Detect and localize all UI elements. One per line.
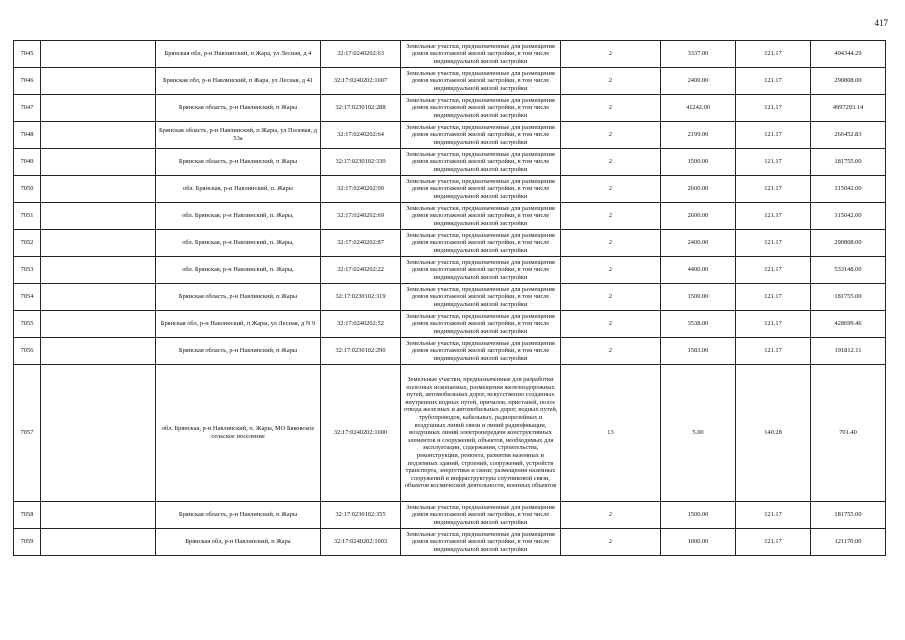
row-number-cell: 7052 (14, 230, 41, 257)
table-row (14, 68, 886, 95)
group-code-cell: 13 (561, 365, 661, 502)
cadastral-value-cell: 315042.00 (811, 176, 886, 203)
empty-cell (41, 230, 156, 257)
address-cell: Брянская обл, р-н Навлинский, п Жара, ул Лесная, д 4 (156, 41, 321, 68)
land-use-description-cell: Земельные участки, предназначенные для размещения домов малоэтажной жилой застройки, в том числе индивидуальной жилой застройки (401, 68, 561, 95)
address-cell: обл. Брянская, р-н Навлинский, п. Жары, МО Бяковское сельское поселение (156, 365, 321, 502)
empty-cell (41, 95, 156, 122)
cadastral-value-cell: 428699.46 (811, 311, 886, 338)
land-use-description-cell: Земельные участки, предназначенные для размещения домов малоэтажной жилой застройки, в том числе индивидуальной жилой застройки (401, 502, 561, 529)
specific-value-cell: 121.17 (736, 149, 811, 176)
cadastral-number-cell: 32:17:0230102:288 (321, 95, 401, 122)
empty-cell (41, 176, 156, 203)
empty-cell (41, 502, 156, 529)
empty-cell (41, 257, 156, 284)
area-cell: 2600.00 (661, 176, 736, 203)
land-use-description-cell: Земельные участки, предназначенные для размещения домов малоэтажной жилой застройки, в том числе индивидуальной жилой застройки (401, 41, 561, 68)
address-cell: Брянская обл, р-н Навлинский, п Жары, ул Лесная, д N 9 (156, 311, 321, 338)
empty-cell (41, 365, 156, 502)
area-cell: 1500.00 (661, 284, 736, 311)
cadastral-number-cell: 32:17:0230102:290 (321, 338, 401, 365)
empty-cell (41, 68, 156, 95)
row-number-cell: 7055 (14, 311, 41, 338)
land-use-description-cell: Земельные участки, предназначенные для размещения домов малоэтажной жилой застройки, в том числе индивидуальной жилой застройки (401, 284, 561, 311)
cadastral-value-table (13, 40, 886, 556)
empty-cell (41, 122, 156, 149)
group-code-cell: 2 (561, 338, 661, 365)
group-code-cell: 2 (561, 203, 661, 230)
specific-value-cell: 140.28 (736, 365, 811, 502)
empty-cell (41, 284, 156, 311)
land-use-description-cell: Земельные участки, предназначенные для размещения домов малоэтажной жилой застройки, в том числе индивидуальной жилой застройки (401, 203, 561, 230)
address-cell: Брянская область, р-н Навлинский, п Жары (156, 149, 321, 176)
cadastral-number-cell: 32:17:0240202:1007 (321, 68, 401, 95)
address-cell: Брянская область, р-н Навлинский, п Жары (156, 502, 321, 529)
cadastral-value-cell: 181755.00 (811, 502, 886, 529)
specific-value-cell: 121.17 (736, 176, 811, 203)
cadastral-number-cell: 32:17:0240202:90 (321, 176, 401, 203)
row-number-cell: 7045 (14, 41, 41, 68)
area-cell: 1500.00 (661, 149, 736, 176)
row-number-cell: 7050 (14, 176, 41, 203)
row-number-cell: 7049 (14, 149, 41, 176)
address-cell: Брянская обл, р-н Навлинский, п Жара (156, 529, 321, 556)
group-code-cell: 2 (561, 41, 661, 68)
land-use-description-cell: Земельные участки, предназначенные для размещения домов малоэтажной жилой застройки, в том числе индивидуальной жилой застройки (401, 311, 561, 338)
area-cell: 3337.00 (661, 41, 736, 68)
specific-value-cell: 121.17 (736, 257, 811, 284)
land-use-description-cell: Земельные участки, предназначенные для разработки полезных ископаемых, размещения железнодорожных путей, автомобильных дорог, искусственно созданных внутренних водных путей, причалов, пристаней, полос отвода железных и автомобильных дорог, водных путей, трубопроводов, кабельных, радиорелейных и воздушных линий связи и линий радиофикации, воздушных линий электропередачи конструктивных элементов и сооружений, объектов, необходимых для эксплуатации, содержания, строительства, реконструкции, ремонта, развития наземных и подземных зданий, строений, сооружений, устройств транспорта, энергетики и связи; размещения наземных сооружений и инфраструктуры спутниковой связи, объектов космической деятельности, военных объектов (401, 365, 561, 502)
cadastral-value-cell: 290808.00 (811, 230, 886, 257)
row-number-cell: 7046 (14, 68, 41, 95)
land-use-description-cell: Земельные участки, предназначенные для размещения домов малоэтажной жилой застройки, в том числе индивидуальной жилой застройки (401, 338, 561, 365)
group-code-cell: 2 (561, 257, 661, 284)
cadastral-number-cell: 32:17:0240202:52 (321, 311, 401, 338)
cadastral-value-cell: 4997293.14 (811, 95, 886, 122)
cadastral-number-cell: 32:17:0240202:64 (321, 122, 401, 149)
specific-value-cell: 121.17 (736, 68, 811, 95)
cadastral-value-cell: 701.40 (811, 365, 886, 502)
land-use-description-cell: Земельные участки, предназначенные для размещения домов малоэтажной жилой застройки, в том числе индивидуальной жилой застройки (401, 257, 561, 284)
table-row (14, 95, 886, 122)
table-row (14, 284, 886, 311)
empty-cell (41, 41, 156, 68)
group-code-cell: 2 (561, 311, 661, 338)
table-row (14, 41, 886, 68)
address-cell: обл. Брянская, р-н Навлинский, п. Жары, (156, 257, 321, 284)
group-code-cell: 2 (561, 284, 661, 311)
area-cell: 5.00 (661, 365, 736, 502)
specific-value-cell: 121.17 (736, 122, 811, 149)
cadastral-value-cell: 181755.00 (811, 284, 886, 311)
area-cell: 2400.00 (661, 230, 736, 257)
group-code-cell: 2 (561, 230, 661, 257)
land-use-description-cell: Земельные участки, предназначенные для размещения домов малоэтажной жилой застройки, в том числе индивидуальной жилой застройки (401, 529, 561, 556)
table-row (14, 529, 886, 556)
row-number-cell: 7056 (14, 338, 41, 365)
cadastral-number-cell: 32:17:0240202:63 (321, 41, 401, 68)
row-number-cell: 7047 (14, 95, 41, 122)
area-cell: 2600.00 (661, 203, 736, 230)
address-cell: Брянская область, р-н Навлинский, п Жары (156, 284, 321, 311)
cadastral-number-cell: 32:17:0240202:1003 (321, 529, 401, 556)
area-cell: 41242.00 (661, 95, 736, 122)
group-code-cell: 2 (561, 122, 661, 149)
row-number-cell: 7051 (14, 203, 41, 230)
table-row (14, 149, 886, 176)
area-cell: 2199.00 (661, 122, 736, 149)
cadastral-number-cell: 32:17:0240202:22 (321, 257, 401, 284)
specific-value-cell: 121.17 (736, 311, 811, 338)
table-row (14, 365, 886, 502)
specific-value-cell: 121.17 (736, 230, 811, 257)
area-cell: 1500.00 (661, 502, 736, 529)
group-code-cell: 2 (561, 149, 661, 176)
land-use-description-cell: Земельные участки, предназначенные для размещения домов малоэтажной жилой застройки, в том числе индивидуальной жилой застройки (401, 122, 561, 149)
cadastral-value-cell: 121170.00 (811, 529, 886, 556)
cadastral-number-cell: 32:17:0240202:87 (321, 230, 401, 257)
group-code-cell: 2 (561, 529, 661, 556)
group-code-cell: 2 (561, 68, 661, 95)
area-cell: 1583.00 (661, 338, 736, 365)
address-cell: Брянская область, р-н Навлинский, п Жары, ул Полевая, д 53а (156, 122, 321, 149)
address-cell: обл. Брянская, р-н Навлинский, п. Жары, (156, 230, 321, 257)
specific-value-cell: 121.17 (736, 529, 811, 556)
empty-cell (41, 203, 156, 230)
row-number-cell: 7059 (14, 529, 41, 556)
specific-value-cell: 121.17 (736, 41, 811, 68)
cadastral-value-cell: 181755.00 (811, 149, 886, 176)
cadastral-number-cell: 32:17:0230102:330 (321, 149, 401, 176)
group-code-cell: 2 (561, 176, 661, 203)
area-cell: 2400.00 (661, 68, 736, 95)
specific-value-cell: 121.17 (736, 502, 811, 529)
address-cell: Брянская обл, р-н Навлинский, п Жара, ул Лесная, д 41 (156, 68, 321, 95)
address-cell: обл. Брянская, р-н Навлинский, п. Жары (156, 176, 321, 203)
table-row (14, 311, 886, 338)
cadastral-number-cell: 32:17:0230102:355 (321, 502, 401, 529)
specific-value-cell: 121.17 (736, 338, 811, 365)
specific-value-cell: 121.17 (736, 284, 811, 311)
cadastral-value-cell: 404344.29 (811, 41, 886, 68)
address-cell: Брянская область, р-н Навлинский, п Жары (156, 95, 321, 122)
address-cell: обл. Брянская, р-н Навлинский, п. Жары, (156, 203, 321, 230)
cadastral-value-cell: 266452.83 (811, 122, 886, 149)
land-use-description-cell: Земельные участки, предназначенные для размещения домов малоэтажной жилой застройки, в том числе индивидуальной жилой застройки (401, 176, 561, 203)
specific-value-cell: 121.17 (736, 95, 811, 122)
empty-cell (41, 338, 156, 365)
table-body (14, 41, 886, 556)
cadastral-value-cell: 315042.00 (811, 203, 886, 230)
specific-value-cell: 121.17 (736, 203, 811, 230)
table-row (14, 230, 886, 257)
group-code-cell: 2 (561, 502, 661, 529)
cadastral-number-cell: 32:17:0230102:319 (321, 284, 401, 311)
land-use-description-cell: Земельные участки, предназначенные для размещения домов малоэтажной жилой застройки, в том числе индивидуальной жилой застройки (401, 95, 561, 122)
cadastral-number-cell: 32:17:0240202:69 (321, 203, 401, 230)
row-number-cell: 7054 (14, 284, 41, 311)
empty-cell (41, 311, 156, 338)
table-row (14, 257, 886, 284)
cadastral-value-cell: 533148.00 (811, 257, 886, 284)
cadastral-number-cell: 32:17:0240202:1000 (321, 365, 401, 502)
group-code-cell: 2 (561, 95, 661, 122)
empty-cell (41, 149, 156, 176)
row-number-cell: 7048 (14, 122, 41, 149)
table-row (14, 122, 886, 149)
row-number-cell: 7053 (14, 257, 41, 284)
table-row (14, 176, 886, 203)
area-cell: 4400.00 (661, 257, 736, 284)
row-number-cell: 7057 (14, 365, 41, 502)
land-use-description-cell: Земельные участки, предназначенные для размещения домов малоэтажной жилой застройки, в том числе индивидуальной жилой застройки (401, 230, 561, 257)
row-number-cell: 7058 (14, 502, 41, 529)
cadastral-value-cell: 290808.00 (811, 68, 886, 95)
area-cell: 1000.00 (661, 529, 736, 556)
table-row (14, 502, 886, 529)
table-row (14, 338, 886, 365)
table-row (14, 203, 886, 230)
cadastral-value-cell: 191812.11 (811, 338, 886, 365)
page-number: 417 (874, 18, 888, 28)
empty-cell (41, 529, 156, 556)
land-use-description-cell: Земельные участки, предназначенные для размещения домов малоэтажной жилой застройки, в том числе индивидуальной жилой застройки (401, 149, 561, 176)
address-cell: Брянская область, р-н Навлинский, п Жары (156, 338, 321, 365)
area-cell: 3538.00 (661, 311, 736, 338)
